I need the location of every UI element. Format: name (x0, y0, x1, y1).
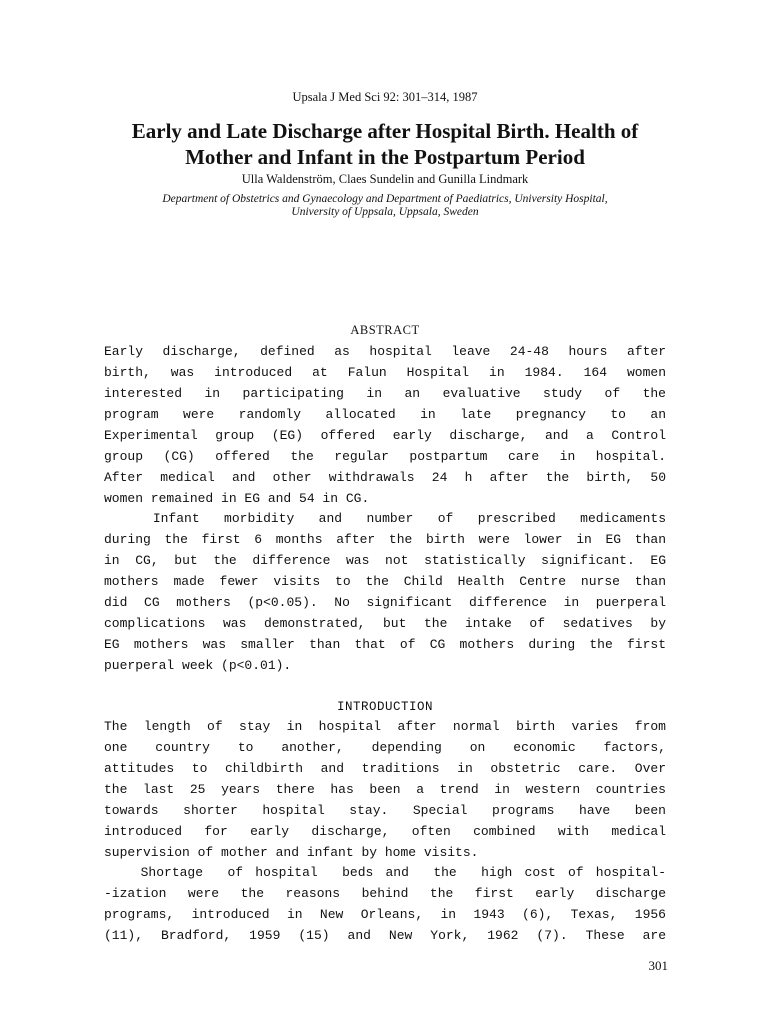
text-line: group (CG) offered the regular postpartum care in hospital. (104, 449, 666, 464)
text-line: did CG mothers (p<0.05). No significant difference in puerperal (104, 595, 666, 610)
text-line: Experimental group (EG) offered early discharge, and a Control (104, 428, 666, 443)
introduction-paragraph-2 (104, 862, 666, 946)
abstract-heading: ABSTRACT (350, 323, 420, 337)
abstract-paragraph-1 (104, 341, 666, 509)
author-list: Ulla Waldenström, Claes Sundelin and Gunilla Lindmark (241, 172, 529, 186)
text-line: programs, introduced in New Orleans, in 1943 (6), Texas, 1956 (104, 907, 666, 922)
text-line: After medical and other withdrawals 24 h after the birth, 50 (104, 470, 666, 485)
text-line: attitudes to childbirth and traditions in obstetric care. Over (104, 761, 666, 776)
text-line: introduced for early discharge, often combined with medical (104, 824, 666, 839)
text-line: puerperal week (p<0.01). (104, 658, 292, 673)
text-line: Infant morbidity and number of prescribed medicaments (104, 511, 666, 526)
affiliation (90, 193, 680, 219)
introduction-paragraph-1 (104, 716, 666, 863)
text-line: -ization were the reasons behind the first early discharge (104, 886, 666, 901)
text-line: program were randomly allocated in late pregnancy to an (104, 407, 666, 422)
abstract-paragraph-2 (104, 508, 666, 676)
paper-title (60, 118, 710, 170)
title-line-2: Mother and Infant in the Postpartum Period (185, 145, 585, 169)
text-line: interested in participating in an evaluative study of the (104, 386, 666, 401)
page-number: 301 (648, 958, 668, 973)
text-line: in CG, but the difference was not statistically significant. EG (104, 553, 666, 568)
text-line: EG mothers was smaller than that of CG mothers during the first (104, 637, 666, 652)
text-line: supervision of mother and infant by home visits. (104, 845, 479, 860)
text-line: during the first 6 months after the birth were lower in EG than (104, 532, 666, 547)
affiliation-line-2: University of Uppsala, Uppsala, Sweden (291, 206, 479, 218)
title-line-1: Early and Late Discharge after Hospital Birth. Health of (131, 119, 639, 143)
text-line: Shortage of hospital beds and the high cost of hospital- (104, 865, 666, 880)
text-line: mothers made fewer visits to the Child Health Centre nurse than (104, 574, 666, 589)
text-line: the last 25 years there has been a trend in western countries (104, 782, 666, 797)
text-line: (11), Bradford, 1959 (15) and New York, 1962 (7). These are (104, 928, 666, 943)
text-line: Early discharge, defined as hospital leave 24-48 hours after (104, 344, 666, 359)
introduction-heading: INTRODUCTION (336, 700, 433, 714)
journal-reference: Upsala J Med Sci 92: 301–314, 1987 (292, 90, 478, 104)
text-line: complications was demonstrated, but the intake of sedatives by (104, 616, 666, 631)
text-line: women remained in EG and 54 in CG. (104, 491, 370, 506)
text-line: one country to another, depending on economic factors, (104, 740, 666, 755)
affiliation-line-1: Department of Obstetrics and Gynaecology and Department of Paediatrics, University Hospital, (162, 193, 608, 205)
text-line: towards shorter hospital stay. Special programs have been (104, 803, 666, 818)
text-line: The length of stay in hospital after normal birth varies from (104, 719, 666, 734)
text-line: birth, was introduced at Falun Hospital in 1984. 164 women (104, 365, 666, 380)
